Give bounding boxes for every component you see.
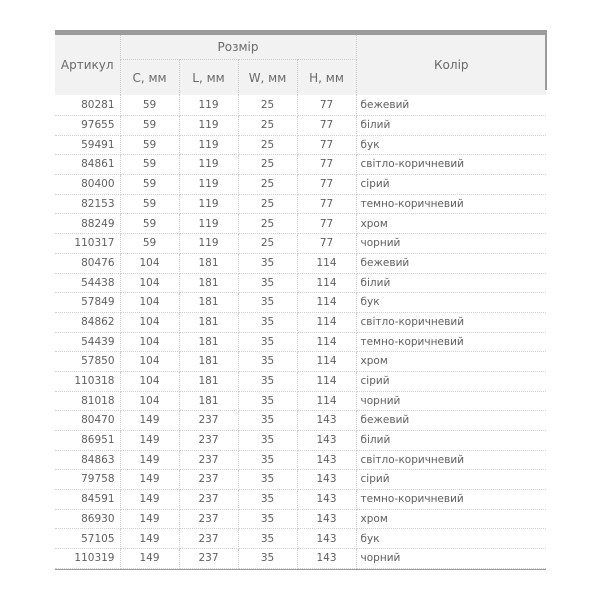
cell-w: 25 <box>238 155 297 175</box>
cell-article: 110317 <box>55 234 120 254</box>
table-row <box>55 431 546 451</box>
cell-h: 143 <box>297 450 356 470</box>
cell-l: 237 <box>179 470 238 490</box>
cell-c: 104 <box>120 253 179 273</box>
cell-article: 86930 <box>55 509 120 529</box>
cell-color: хром <box>356 509 546 529</box>
cell-c: 149 <box>120 549 179 569</box>
cell-w: 35 <box>238 332 297 352</box>
cell-article: 59491 <box>55 135 120 155</box>
cell-l: 119 <box>179 194 238 214</box>
table-row <box>55 391 546 411</box>
cell-l: 237 <box>179 450 238 470</box>
cell-w: 35 <box>238 411 297 431</box>
table-row <box>55 234 546 254</box>
cell-c: 149 <box>120 470 179 490</box>
header-c: C, мм <box>120 60 179 96</box>
cell-h: 77 <box>297 155 356 175</box>
cell-l: 181 <box>179 273 238 293</box>
cell-h: 77 <box>297 175 356 195</box>
cell-l: 237 <box>179 509 238 529</box>
cell-article: 81018 <box>55 391 120 411</box>
cell-article: 57105 <box>55 529 120 549</box>
table-row <box>55 450 546 470</box>
cell-color: бук <box>356 293 546 313</box>
cell-l: 119 <box>179 155 238 175</box>
header-article: Артикул <box>55 35 120 95</box>
cell-l: 181 <box>179 312 238 332</box>
cell-c: 59 <box>120 214 179 234</box>
cell-l: 237 <box>179 529 238 549</box>
cell-h: 114 <box>297 312 356 332</box>
cell-article: 110319 <box>55 549 120 569</box>
cell-l: 119 <box>179 175 238 195</box>
table-row <box>55 352 546 372</box>
cell-color: сірий <box>356 175 546 195</box>
cell-color: хром <box>356 214 546 234</box>
cell-h: 77 <box>297 135 356 155</box>
table-row <box>55 411 546 431</box>
cell-l: 119 <box>179 214 238 234</box>
cell-c: 104 <box>120 312 179 332</box>
cell-h: 77 <box>297 214 356 234</box>
cell-h: 77 <box>297 116 356 136</box>
cell-c: 149 <box>120 450 179 470</box>
cell-article: 80470 <box>55 411 120 431</box>
header-h: H, мм <box>297 60 356 96</box>
cell-color: сірий <box>356 371 546 391</box>
table-row <box>55 253 546 273</box>
cell-c: 149 <box>120 509 179 529</box>
table-row <box>55 371 546 391</box>
cell-l: 119 <box>179 135 238 155</box>
cell-color: сірий <box>356 470 546 490</box>
cell-h: 143 <box>297 490 356 510</box>
cell-article: 97655 <box>55 116 120 136</box>
cell-color: білий <box>356 116 546 136</box>
cell-article: 82153 <box>55 194 120 214</box>
cell-w: 35 <box>238 509 297 529</box>
cell-color: бежевий <box>356 253 546 273</box>
cell-color: темно-коричневий <box>356 490 546 510</box>
table-row <box>55 155 546 175</box>
cell-l: 181 <box>179 352 238 372</box>
header-w: W, мм <box>238 60 297 96</box>
cell-h: 143 <box>297 470 356 490</box>
cell-h: 114 <box>297 253 356 273</box>
cell-h: 143 <box>297 411 356 431</box>
cell-c: 104 <box>120 391 179 411</box>
table-row <box>55 214 546 234</box>
cell-w: 35 <box>238 549 297 569</box>
cell-article: 80281 <box>55 95 120 116</box>
table-row <box>55 194 546 214</box>
cell-w: 35 <box>238 371 297 391</box>
cell-l: 237 <box>179 549 238 569</box>
cell-h: 77 <box>297 234 356 254</box>
table-row <box>55 470 546 490</box>
cell-color: хром <box>356 352 546 372</box>
cell-article: 80476 <box>55 253 120 273</box>
cell-c: 59 <box>120 135 179 155</box>
cell-h: 114 <box>297 371 356 391</box>
table-body <box>55 95 546 568</box>
cell-w: 35 <box>238 470 297 490</box>
cell-color: світло-коричневий <box>356 450 546 470</box>
cell-w: 35 <box>238 273 297 293</box>
cell-c: 59 <box>120 234 179 254</box>
cell-c: 59 <box>120 95 179 116</box>
cell-color: світло-коричневий <box>356 312 546 332</box>
cell-c: 149 <box>120 431 179 451</box>
table-row <box>55 332 546 352</box>
cell-h: 114 <box>297 332 356 352</box>
table-row <box>55 529 546 549</box>
cell-l: 119 <box>179 116 238 136</box>
cell-l: 119 <box>179 234 238 254</box>
table-row <box>55 509 546 529</box>
cell-color: бежевий <box>356 95 546 116</box>
cell-color: чорний <box>356 549 546 569</box>
cell-l: 181 <box>179 293 238 313</box>
table-row <box>55 490 546 510</box>
cell-c: 59 <box>120 175 179 195</box>
header-color: Колір <box>356 35 546 95</box>
cell-w: 35 <box>238 293 297 313</box>
cell-w: 35 <box>238 529 297 549</box>
cell-c: 59 <box>120 116 179 136</box>
cell-article: 84591 <box>55 490 120 510</box>
cell-c: 104 <box>120 273 179 293</box>
cell-h: 143 <box>297 549 356 569</box>
cell-h: 143 <box>297 509 356 529</box>
cell-w: 25 <box>238 194 297 214</box>
header-size: Розмір <box>120 35 356 60</box>
cell-c: 149 <box>120 490 179 510</box>
table-row <box>55 135 546 155</box>
cell-article: 84863 <box>55 450 120 470</box>
table-bottom-border <box>55 569 546 570</box>
cell-article: 84862 <box>55 312 120 332</box>
cell-c: 104 <box>120 371 179 391</box>
cell-article: 54438 <box>55 273 120 293</box>
cell-w: 35 <box>238 431 297 451</box>
cell-c: 59 <box>120 155 179 175</box>
table-row <box>55 116 546 136</box>
cell-l: 181 <box>179 371 238 391</box>
cell-h: 143 <box>297 529 356 549</box>
cell-article: 80400 <box>55 175 120 195</box>
cell-l: 237 <box>179 490 238 510</box>
cell-h: 77 <box>297 95 356 116</box>
table-row <box>55 273 546 293</box>
cell-l: 181 <box>179 391 238 411</box>
cell-c: 104 <box>120 352 179 372</box>
cell-l: 119 <box>179 95 238 116</box>
cell-w: 25 <box>238 214 297 234</box>
cell-color: темно-коричневий <box>356 332 546 352</box>
header-l: L, мм <box>179 60 238 96</box>
cell-w: 25 <box>238 234 297 254</box>
table-right-border <box>545 30 547 90</box>
cell-color: білий <box>356 273 546 293</box>
cell-w: 25 <box>238 116 297 136</box>
cell-w: 35 <box>238 312 297 332</box>
cell-w: 35 <box>238 391 297 411</box>
cell-w: 35 <box>238 490 297 510</box>
cell-h: 143 <box>297 431 356 451</box>
cell-w: 35 <box>238 450 297 470</box>
cell-l: 181 <box>179 253 238 273</box>
cell-color: темно-коричневий <box>356 194 546 214</box>
size-table <box>55 35 546 569</box>
cell-h: 77 <box>297 194 356 214</box>
cell-h: 114 <box>297 273 356 293</box>
cell-article: 79758 <box>55 470 120 490</box>
cell-w: 25 <box>238 135 297 155</box>
cell-color: чорний <box>356 234 546 254</box>
cell-w: 25 <box>238 95 297 116</box>
cell-color: бук <box>356 529 546 549</box>
product-table <box>55 30 546 570</box>
cell-color: світло-коричневий <box>356 155 546 175</box>
cell-l: 181 <box>179 332 238 352</box>
cell-article: 54439 <box>55 332 120 352</box>
cell-color: чорний <box>356 391 546 411</box>
cell-article: 86951 <box>55 431 120 451</box>
cell-c: 59 <box>120 194 179 214</box>
cell-c: 149 <box>120 411 179 431</box>
cell-color: білий <box>356 431 546 451</box>
cell-w: 35 <box>238 253 297 273</box>
cell-c: 149 <box>120 529 179 549</box>
cell-color: бежевий <box>356 411 546 431</box>
cell-h: 114 <box>297 352 356 372</box>
table-row <box>55 293 546 313</box>
cell-article: 110318 <box>55 371 120 391</box>
cell-h: 114 <box>297 391 356 411</box>
cell-article: 57850 <box>55 352 120 372</box>
cell-h: 114 <box>297 293 356 313</box>
table-row <box>55 95 546 116</box>
cell-article: 88249 <box>55 214 120 234</box>
cell-color: бук <box>356 135 546 155</box>
cell-article: 57849 <box>55 293 120 313</box>
cell-w: 25 <box>238 175 297 195</box>
cell-l: 237 <box>179 411 238 431</box>
cell-article: 84861 <box>55 155 120 175</box>
table-row <box>55 175 546 195</box>
cell-w: 35 <box>238 352 297 372</box>
cell-c: 104 <box>120 332 179 352</box>
cell-l: 237 <box>179 431 238 451</box>
table-row <box>55 312 546 332</box>
cell-c: 104 <box>120 293 179 313</box>
table-row <box>55 549 546 569</box>
